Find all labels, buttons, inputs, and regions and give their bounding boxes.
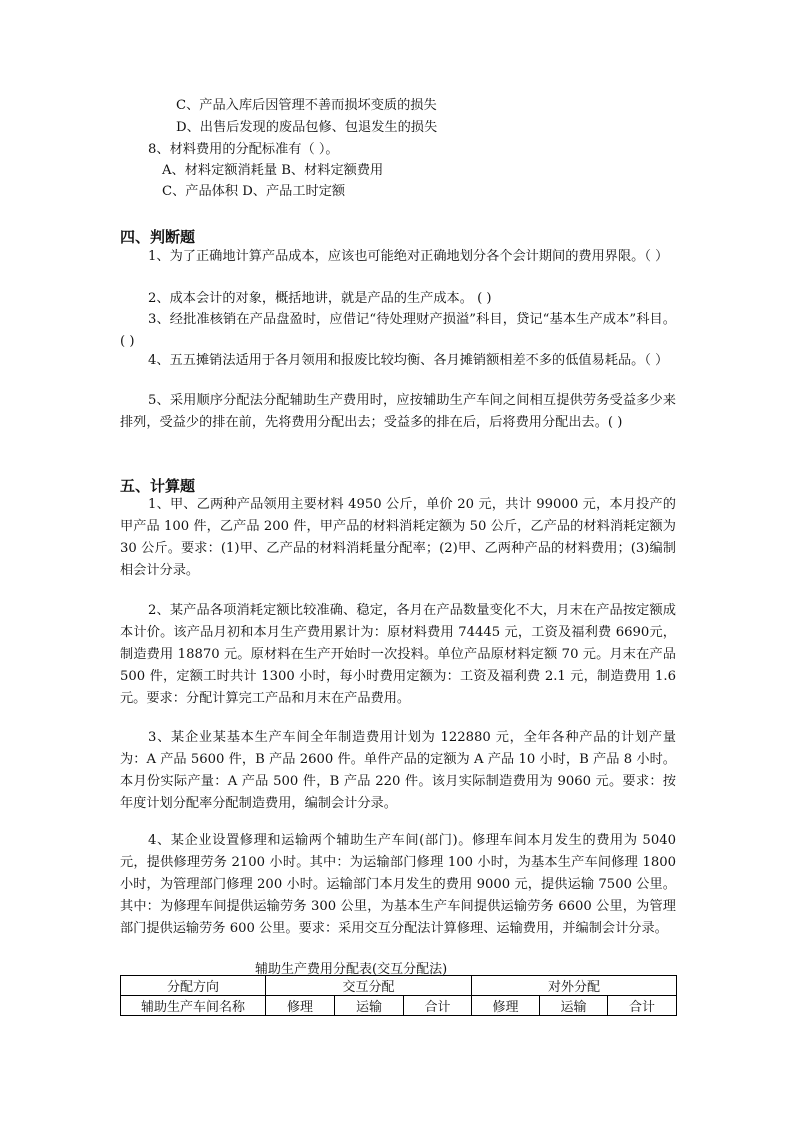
- calc-item-4: 4、某企业设置修理和运输两个辅助生产车间(部门)。修理车间本月发生的费用为 5040元，提供修理劳务 2100 小时。其中：为运输部门修理 100 小时，为基本生产车间修理 1800小时，为管理部门修理 200 小时。运输部门本月发生的费用 9000 元，提供运输 7500 公里。其中：为修理车间提供运输劳务 300 公里，为基本生产车间提供运输劳务 6600 公里，为管理部门提供运输劳务 600 公里。要求：采用交互分配法计算修理、运输费用，并编制会计分录。: [120, 833, 676, 936]
- judge-item-4: 4、五五摊销法适用于各月领用和报废比较均衡、各月摊销额相差不多的低值易耗品。（ ）: [148, 353, 669, 368]
- section-4-title: 四、判断题: [120, 228, 196, 246]
- allocation-table: [120, 975, 677, 1016]
- calc-item-1: 1、甲、乙两种产品领用主要材料 4950 公斤，单价 20 元，共计 99000 元，本月投产的甲产品 100 件，乙产品 200 件，甲产品的材料消耗定额为 50 公斤，乙产品的材料消耗定额为 30 公斤。要求：(1)甲、乙产品的材料消耗量分配率；(2)甲、乙两种产品的材料费用；(3)编制相会计分录。: [120, 497, 676, 578]
- table-header-cell: 对外分配: [472, 976, 677, 996]
- question-8-options-ab: A、材料定额消耗量 B、材料定额费用: [162, 163, 384, 178]
- table-cell: 修理: [266, 996, 335, 1016]
- section-5-title: 五、计算题: [120, 477, 196, 495]
- table-header-cell: 分配方向: [121, 976, 266, 996]
- table-row: [121, 996, 677, 1016]
- option-d: D、出售后发现的废品包修、包退发生的损失: [176, 120, 438, 135]
- table-cell: 辅助生产车间名称: [121, 996, 266, 1016]
- option-c: C、产品入库后因管理不善而损坏变质的损失: [176, 98, 437, 113]
- table-header-cell: 交互分配: [266, 976, 472, 996]
- table-caption: 辅助生产费用分配表(交互分配法): [255, 962, 448, 977]
- calc-item-2: 2、某产品各项消耗定额比较准确、稳定，各月在产品数量变化不大，月末在产品按定额成本计价。该产品月初和本月生产费用累计为：原材料费用 74445 元，工资及福利费 6690元，制造费用 18870 元。原材料在生产开始时一次投料。单位产品原材料定额 70 元。月末在产品 500 件，定额工时共计 1300 小时，每小时费用定额为：工资及福利费 2.1 元，制造费用 1.6 元。要求：分配计算完工产品和月末在产品费用。: [120, 603, 676, 706]
- table-cell: 修理: [472, 996, 540, 1016]
- calc-item-3: 3、某企业某基本生产车间全年制造费用计划为 122880 元，全年各种产品的计划产量为：A 产品 5600 件，B 产品 2600 件。单件产品的定额为 A 产品 10 小时，B 产品 8 小时。本月份实际产量：A 产品 500 件，B 产品 220 件。该月实际制造费用为 9060 元。要求：按年度计划分配率分配制造费用，编制会计分录。: [120, 730, 676, 811]
- question-8-options-cd: C、产品体积 D、产品工时定额: [162, 184, 346, 199]
- judge-item-1: 1、为了正确地计算产品成本，应该也可能绝对正确地划分各个会计期间的费用界限。（ ）: [148, 249, 669, 264]
- table-header-row: [121, 976, 677, 996]
- question-8: 8、材料费用的分配标准有（ ）。: [148, 142, 339, 157]
- judge-item-2: 2、成本会计的对象，概括地讲，就是产品的生产成本。 ( ): [148, 291, 492, 306]
- table-cell: 合计: [404, 996, 472, 1016]
- judge-item-3: 3、经批准核销在产品盘盈时，应借记“待处理财产损溢”科目，贷记“基本生产成本”科目。( ): [120, 312, 676, 349]
- table-cell: 合计: [608, 996, 677, 1016]
- table-cell: 运输: [540, 996, 608, 1016]
- judge-item-5: 5、采用顺序分配法分配辅助生产费用时，应按辅助生产车间之间相互提供劳务受益多少来排列，受益少的排在前，先将费用分配出去；受益多的排在后，后将费用分配出去。( ): [120, 393, 676, 430]
- table-cell: 运输: [335, 996, 404, 1016]
